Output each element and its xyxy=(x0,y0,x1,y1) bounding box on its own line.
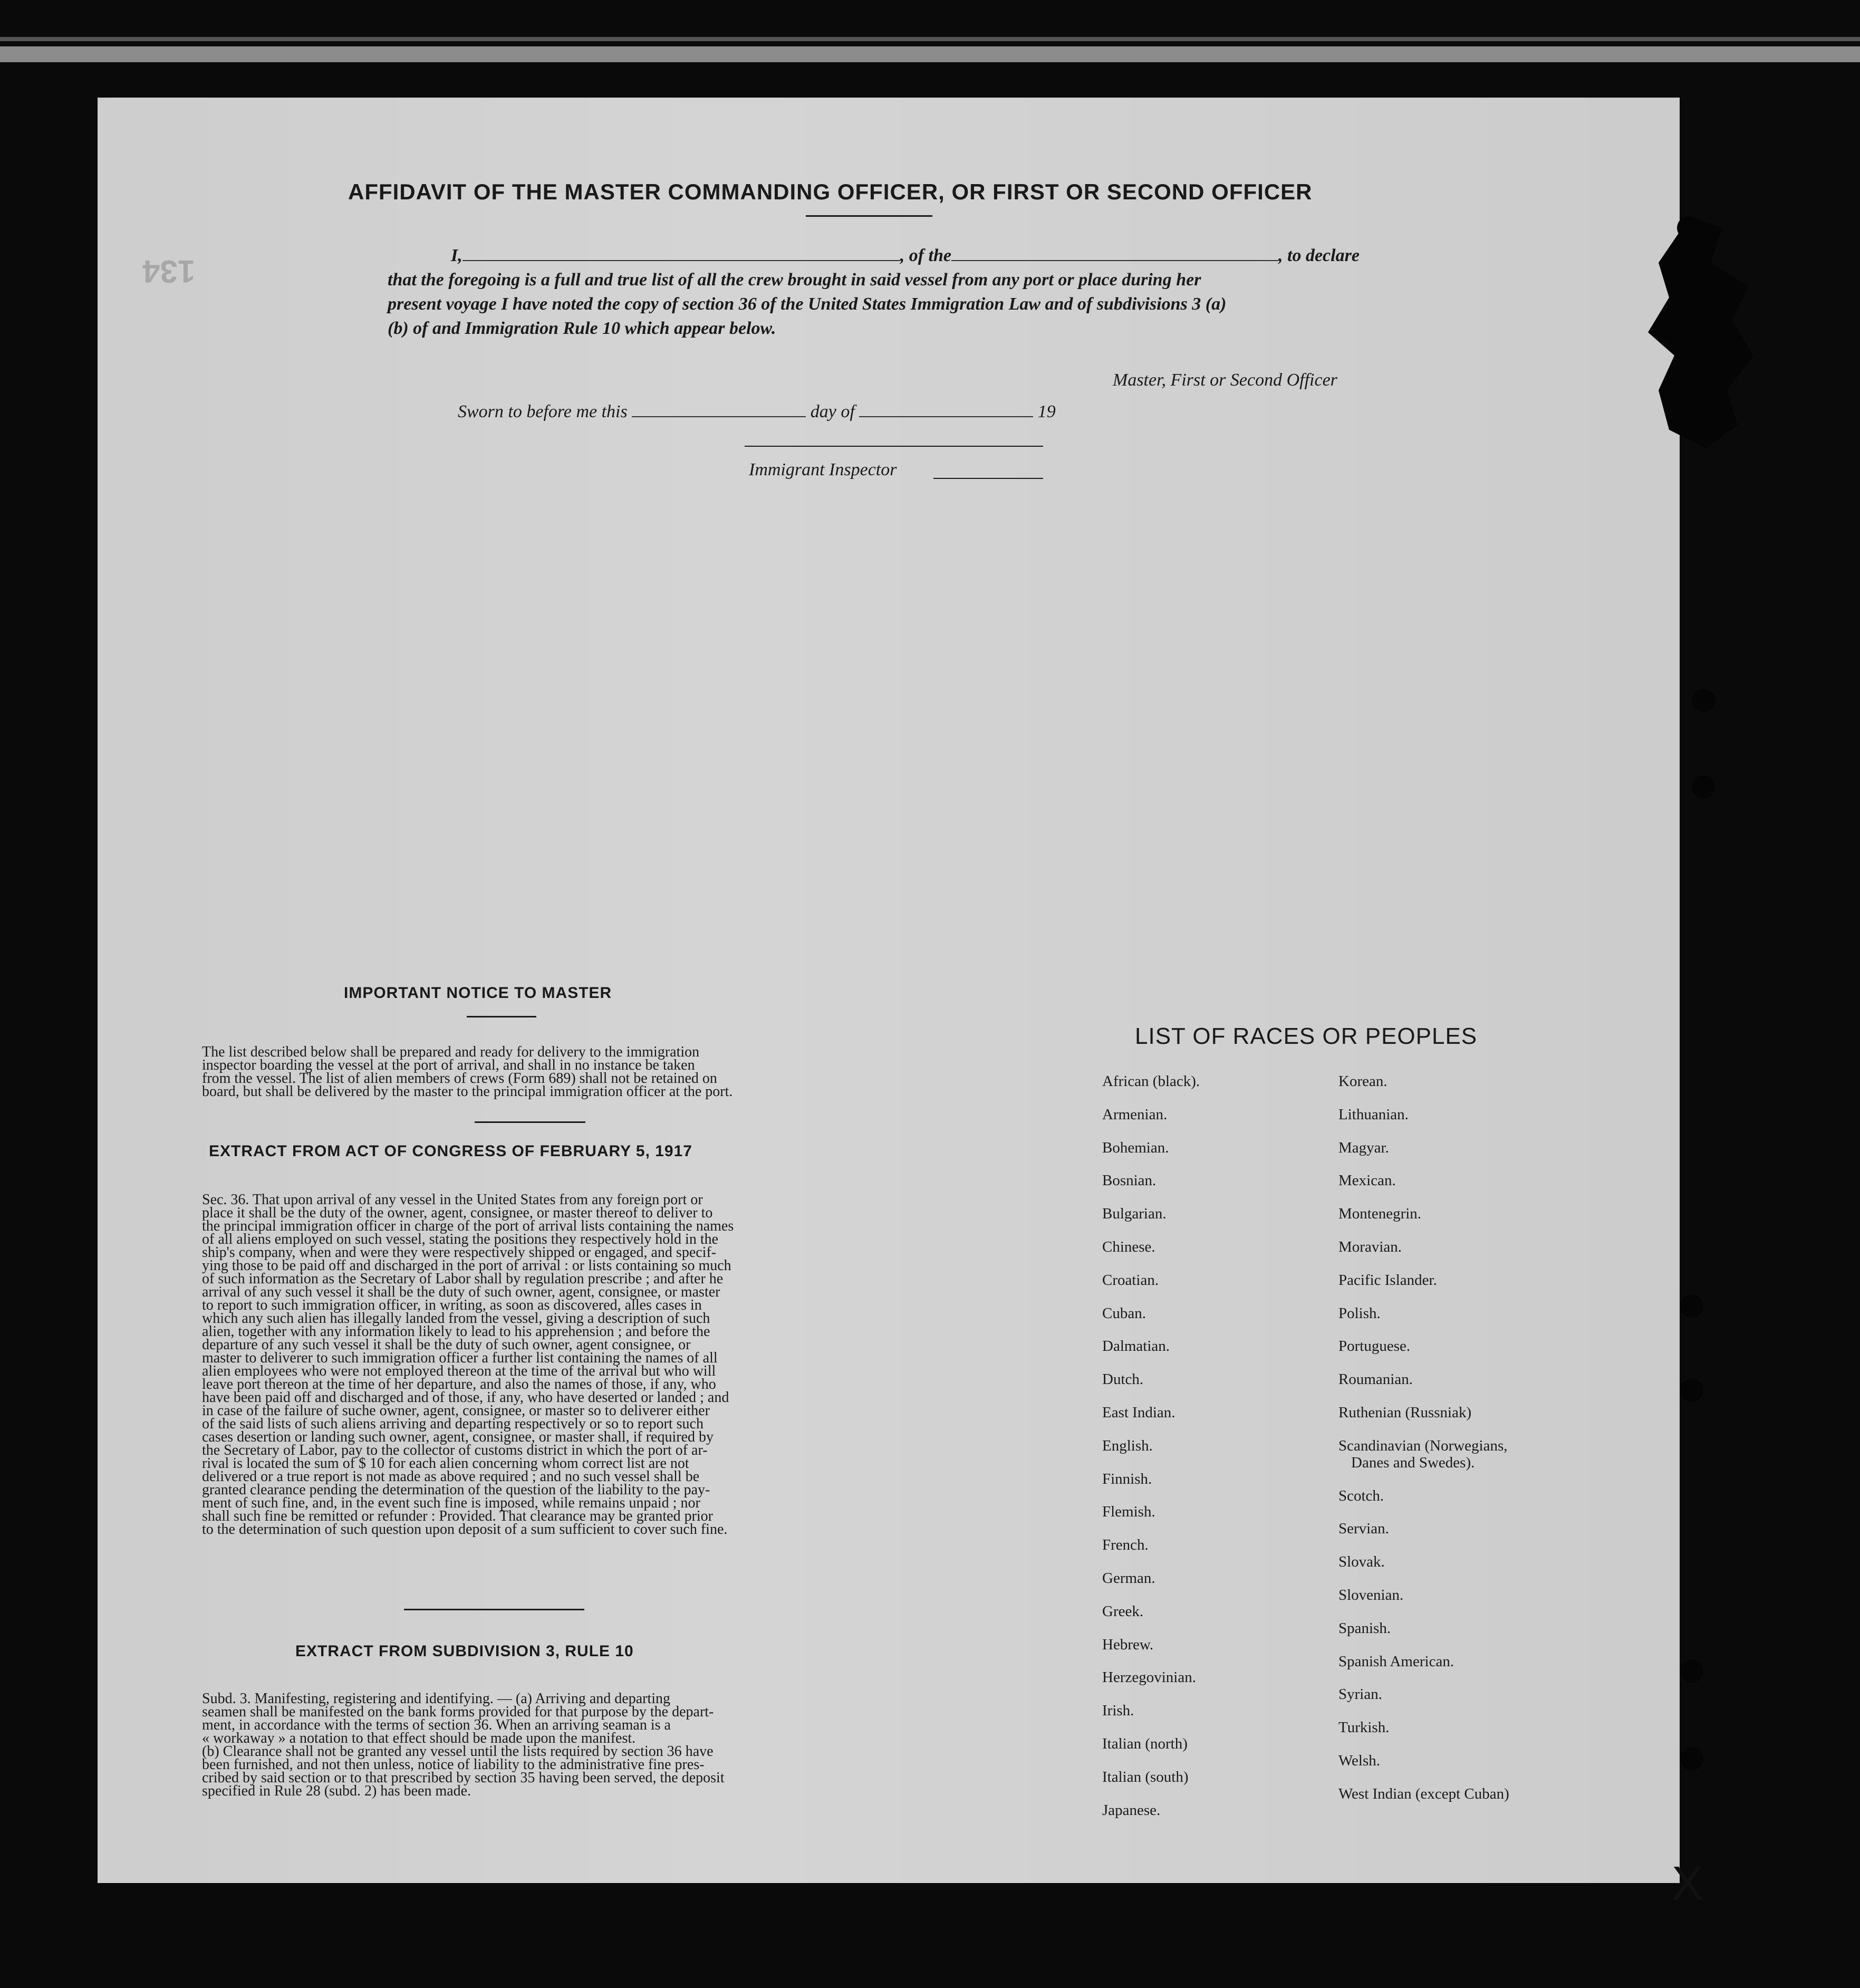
act-line: ship's company, when and were they were respectively shipped or engaged, and specif- xyxy=(202,1244,717,1261)
race-item: Italian (south) xyxy=(1102,1768,1189,1785)
race-item: Finnish. xyxy=(1102,1470,1152,1487)
race-item: Danes and Swedes). xyxy=(1351,1454,1475,1471)
race-item: Dalmatian. xyxy=(1102,1338,1170,1355)
of-the-label: , of the xyxy=(900,246,952,265)
race-item: Syrian. xyxy=(1338,1686,1382,1703)
race-item: Ruthenian (Russniak) xyxy=(1338,1404,1472,1421)
race-item: German. xyxy=(1102,1569,1155,1587)
sworn-line xyxy=(458,402,1143,422)
act-line: the Secretary of Labor, pay to the collector of customs district in which the port of ar- xyxy=(202,1442,708,1458)
act-text xyxy=(202,1193,811,1536)
act-line: of the said lists of such aliens arriving and departing respectively or so to report such xyxy=(202,1416,703,1432)
punch-hole xyxy=(1680,1294,1703,1318)
act-line: master to deliverer to such immigration officer a further list containing the names of all xyxy=(202,1350,718,1366)
race-item: Dutch. xyxy=(1102,1371,1144,1388)
declaration-line: present voyage I have noted the copy of section 36 of the United States Immigration Law and of subdivisions 3 (a) xyxy=(388,294,1227,314)
race-item: Korean. xyxy=(1338,1073,1387,1090)
race-item: Italian (north) xyxy=(1102,1735,1188,1752)
act-line: the principal immigration officer in charge of the port of arrival lists containing the names xyxy=(202,1218,734,1234)
race-item: French. xyxy=(1102,1536,1149,1554)
notice-rule xyxy=(467,1016,536,1017)
race-item: Hebrew. xyxy=(1102,1636,1154,1653)
race-item: Turkish. xyxy=(1338,1719,1390,1736)
race-item: Irish. xyxy=(1102,1702,1134,1720)
race-item: Armenian. xyxy=(1102,1106,1168,1123)
rule-line: cribed by said section or to that prescribed by section 35 having been served, the deposit xyxy=(202,1770,725,1786)
vessel-field[interactable] xyxy=(951,260,1278,261)
notice-text xyxy=(202,1045,811,1098)
race-item: Bosnian. xyxy=(1102,1172,1157,1189)
punch-hole xyxy=(1680,1659,1703,1683)
act-line: of such information as the Secretary of Labor shall by regulation prescribe ; and after he xyxy=(202,1271,724,1287)
to-declare-label: , to declare xyxy=(1278,246,1360,265)
rule-line: ment, in accordance with the terms of section 36. When an arriving seaman is a xyxy=(202,1717,671,1733)
race-item: Slovenian. xyxy=(1338,1586,1404,1603)
corner-mark: X xyxy=(1672,1857,1704,1910)
film-edge-dark xyxy=(0,37,1860,41)
act-line: in case of the failure of suche owner, agent, consignee, or master so to deliverer either xyxy=(202,1403,710,1419)
rule-heading: EXTRACT FROM SUBDIVISION 3, RULE 10 xyxy=(295,1643,634,1660)
act-line: to report to such immigration officer, in writing, as soon as discovered, alles cases in xyxy=(202,1297,702,1313)
sworn-label: Sworn to before me this xyxy=(458,402,628,421)
race-item: Magyar. xyxy=(1338,1139,1389,1156)
sworn-month-field[interactable] xyxy=(859,416,1033,417)
race-item: African (black). xyxy=(1102,1073,1200,1090)
race-item: Japanese. xyxy=(1102,1801,1161,1819)
race-item: Spanish. xyxy=(1338,1619,1391,1637)
rule-line: specified in Rule 28 (subd. 2) has been made. xyxy=(202,1783,471,1799)
act-line: place it shall be the duty of the owner, agent, consignee, or master thereof to deliver to xyxy=(202,1205,713,1221)
act-line: rival is located the sum of $ 10 for each alien concerning whom correct list are not xyxy=(202,1455,689,1472)
punch-hole xyxy=(1680,1379,1703,1402)
race-item: West Indian (except Cuban) xyxy=(1338,1785,1509,1802)
act-end-rule xyxy=(404,1609,584,1610)
race-item: English. xyxy=(1102,1437,1153,1454)
act-heading: EXTRACT FROM ACT OF CONGRESS OF FEBRUARY 5, 1917 xyxy=(209,1142,692,1160)
race-item: Lithuanian. xyxy=(1338,1106,1409,1123)
master-signature-label: Master, First or Second Officer xyxy=(1113,370,1337,390)
race-item: Scandinavian (Norwegians, xyxy=(1338,1437,1508,1454)
year-prefix: 19 xyxy=(1037,402,1056,421)
race-item: Slovak. xyxy=(1338,1553,1385,1571)
act-line: which any such alien has illegally landed from the vessel, giving a description of such xyxy=(202,1310,710,1327)
act-line: granted clearance pending the determination of the question of the liability to the pay- xyxy=(202,1482,710,1498)
races-left-column xyxy=(1102,1073,1324,1835)
act-line: have been paid off and discharged and of those, if any, who have deserted or landed ; and xyxy=(202,1389,729,1406)
race-item: Pacific Islander. xyxy=(1338,1271,1437,1289)
race-item: Chinese. xyxy=(1102,1238,1155,1255)
notice-end-rule xyxy=(475,1121,585,1123)
act-line: alien, together with any information likely to lead to his apprehension ; and before the xyxy=(202,1323,710,1340)
act-line: ying those to be paid off and discharged in the port of arrival : or lists containing so much xyxy=(202,1257,731,1274)
declaration-first-line xyxy=(451,244,1411,268)
act-line: of all aliens employed on such vessel, stating the positions they respectively hold in the xyxy=(202,1231,719,1247)
act-line: shall such fine be remitted or refunder : Provided. That clearance may be granted prior xyxy=(202,1508,713,1524)
rule-line: « workaway » a notation to that effect should be made upon the manifest. xyxy=(202,1730,636,1746)
film-edge xyxy=(0,46,1860,62)
notice-heading: IMPORTANT NOTICE TO MASTER xyxy=(344,984,612,1002)
rule-line: seamen shall be manifested on the bank forms provided for that purpose by the depart- xyxy=(202,1704,714,1720)
races-heading: LIST OF RACES OR PEOPLES xyxy=(1135,1023,1478,1049)
race-item: Spanish American. xyxy=(1338,1653,1454,1670)
rule-text xyxy=(202,1692,811,1798)
race-item: Montenegrin. xyxy=(1338,1205,1422,1223)
signature-rule xyxy=(745,446,1043,447)
race-item: Cuban. xyxy=(1102,1304,1146,1322)
punch-hole xyxy=(1677,216,1700,239)
act-line: cases desertion or landing such owner, agent, consignee, or master shall, if required by xyxy=(202,1429,714,1445)
act-line: ment of such fine, and, in the event such fine is imposed, while remains unpaid ; nor xyxy=(202,1495,700,1511)
punch-hole xyxy=(1692,689,1715,712)
declaration-line: (b) of and Immigration Rule 10 which appear below. xyxy=(388,319,776,338)
act-line: delivered or a true report is not made as above required ; and no such vessel shall be xyxy=(202,1468,700,1485)
race-item: Bulgarian. xyxy=(1102,1205,1167,1223)
i-label: I, xyxy=(451,246,462,265)
race-item: Flemish. xyxy=(1102,1503,1155,1521)
race-item: Polish. xyxy=(1338,1304,1381,1322)
declaration-line: that the foregoing is a full and true list of all the crew brought in said vessel from any port or place during her xyxy=(388,270,1201,290)
act-line: departure of any such vessel it shall be the duty of such owner, agent consignee, or xyxy=(202,1337,691,1353)
race-item: Herzegovinian. xyxy=(1102,1669,1196,1686)
race-item: Moravian. xyxy=(1338,1238,1402,1255)
act-line: leave port thereon at the time of her departure, and also the names of those, if any, who xyxy=(202,1376,716,1392)
act-line: to the determination of such question upon deposit of a sum sufficient to cover such fine. xyxy=(202,1521,728,1538)
punch-hole xyxy=(1692,775,1715,799)
race-item: Welsh. xyxy=(1338,1752,1381,1769)
race-item: Roumanian. xyxy=(1338,1371,1413,1388)
race-item: Croatian. xyxy=(1102,1271,1159,1289)
rule-line: been furnished, and not then unless, notice of liability to the administrative fine pres- xyxy=(202,1756,705,1773)
day-of-label: day of xyxy=(810,402,855,421)
race-item: Mexican. xyxy=(1338,1172,1396,1189)
races-right-column xyxy=(1338,1073,1613,1819)
notice-line: inspector boarding the vessel at the port of arrival, and shall in no instance be taken xyxy=(202,1057,695,1073)
race-item: Greek. xyxy=(1102,1602,1144,1620)
name-field[interactable] xyxy=(462,260,900,261)
race-item: Servian. xyxy=(1338,1520,1389,1538)
declaration-text xyxy=(388,268,1442,341)
notice-line: board, but shall be delivered by the master to the principal immigration officer at the port. xyxy=(202,1083,733,1100)
race-item: East Indian. xyxy=(1102,1404,1175,1421)
punch-hole xyxy=(1680,1747,1703,1770)
page-number-mark: 134 xyxy=(142,254,196,289)
race-item: Portuguese. xyxy=(1338,1338,1411,1355)
race-item: Scotch. xyxy=(1338,1487,1384,1504)
inspector-rule xyxy=(933,478,1043,479)
rule-line: Subd. 3. Manifesting, registering and identifying. — (a) Arriving and departing xyxy=(202,1691,671,1707)
rule-line: (b) Clearance shall not be granted any vessel until the lists required by section 36 have xyxy=(202,1743,714,1760)
act-line: arrival of any such vessel it shall be the duty of such owner, agent, consignee, or master xyxy=(202,1284,720,1300)
notice-line: The list described below shall be prepared and ready for delivery to the immigration xyxy=(202,1044,700,1060)
notice-line: from the vessel. The list of alien members of crews (Form 689) shall not be retained on xyxy=(202,1070,717,1087)
title-rule xyxy=(806,215,932,217)
act-line: Sec. 36. That upon arrival of any vessel in the United States from any foreign port or xyxy=(202,1192,703,1208)
sworn-day-field[interactable] xyxy=(632,416,806,417)
inspector-label: Immigrant Inspector xyxy=(749,460,897,479)
affidavit-title: AFFIDAVIT OF THE MASTER COMMANDING OFFICER, OR FIRST OR SECOND OFFICER xyxy=(348,179,1313,204)
race-item: Bohemian. xyxy=(1102,1139,1169,1156)
act-line: alien employees who were not employed thereon at the time of the arrival but who will xyxy=(202,1363,716,1379)
